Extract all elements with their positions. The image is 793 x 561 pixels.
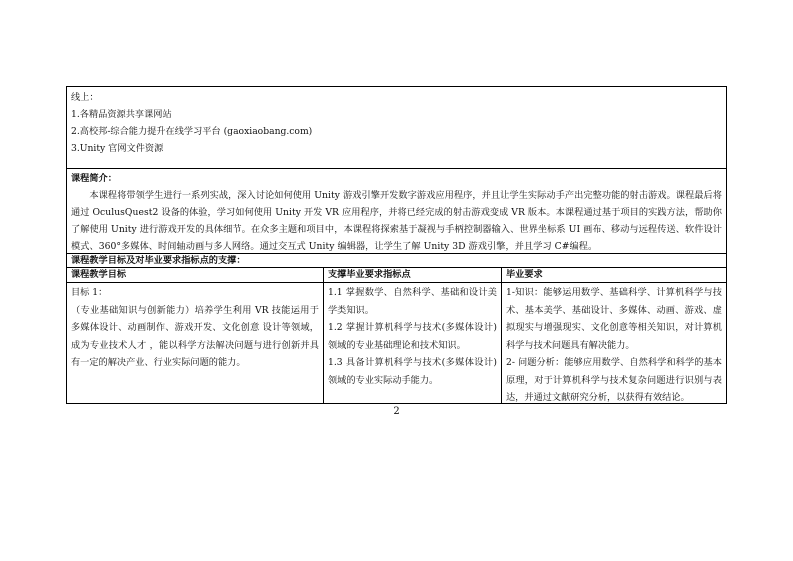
header-indicators: 支撑毕业要求指标点 — [324, 268, 502, 282]
course-intro-section — [67, 169, 726, 254]
syllabus-table — [66, 86, 727, 404]
header-requirements: 毕业要求 — [506, 269, 543, 280]
objective-cell — [67, 283, 324, 403]
support-table-row — [67, 283, 726, 403]
course-intro-title: 课程简介： — [71, 173, 117, 184]
objective-title: 目标 1： — [71, 287, 108, 298]
support-table-header — [67, 268, 726, 283]
requirements-cell — [502, 283, 726, 403]
header-objective: 课程教学目标 — [67, 268, 324, 282]
indicators-cell — [324, 283, 502, 403]
resource-item: 1.各精品资源共享课网站 — [71, 109, 172, 120]
objective-text: （专业基础知识与创新能力）培养学生利用 VR 技能运用于多媒体设计、动画制作、游戏开发、文化创意 设计等领域，成为专业技术人才 ，能以科学方法解决问题与进行创新并具有一定的解决产业、行业实际问题的能力。 — [71, 304, 319, 368]
requirement-item: 1-知识：能够运用数学、基础科学、计算机科学与技术、基本美学、基础设计、多媒体、动画、游戏、虚拟现实与增强现实、文化创意等相关知识，对计算机科学与技术问题具有解决能力。 — [506, 287, 722, 351]
requirement-item: 2- 问题分析：能够应用数学、自然科学和科学的基本原理，对于计算机科学与技术复杂问题进行识别与表达，并通过文献研究分析，以获得有效结论。 — [506, 357, 722, 403]
indicator-item: 1.2 掌握计算机科学与技术(多媒体设计)领域的专业基础理论和技术知识。 — [328, 322, 497, 351]
resource-item: 2.高校邦-综合能力提升在线学习平台 (gaoxiaobang.com) — [71, 126, 313, 137]
indicator-item: 1.3 具备计算机科学与技术(多媒体设计)领域的专业实际动手能力。 — [328, 357, 497, 386]
support-section-title: 课程教学目标及对毕业要求指标点的支撑： — [67, 254, 726, 268]
course-intro-body: 本课程将带领学生进行一系列实战，深入讨论如何使用 Unity 游戏引擎开发数字游戏应用程序，并且让学生实际动手产出完整功能的射击游戏。课程最后将通过 OculusQuest2 设备的体验，学习如何使用 Unity 开发 VR 应用程序，并将已经完成的射击游戏变成 VR 版本。本课程通过基于项目的实践方法，帮助你了解使用 Unity 进行游戏开发的具体细节。在众多主题和项目中，本课程将探索基于凝视与手柄控制器输入、世界坐标系 UI 画布、移动与远程传送、软件设计模式、360°多媒体、时间轴动画与多人网络。通过交互式 Unity 编辑器，让学生了解 Unity 3D 游戏引擎，并且学习 C#编程。 — [71, 190, 722, 252]
resources-heading: 线上： — [71, 92, 99, 103]
page-number: 2 — [393, 406, 400, 417]
resources-section — [67, 87, 726, 169]
indicator-item: 1.1 掌握数学、自然科学、基础和设计美学类知识。 — [328, 287, 497, 316]
resource-item: 3.Unity 官网文件资源 — [71, 143, 164, 154]
